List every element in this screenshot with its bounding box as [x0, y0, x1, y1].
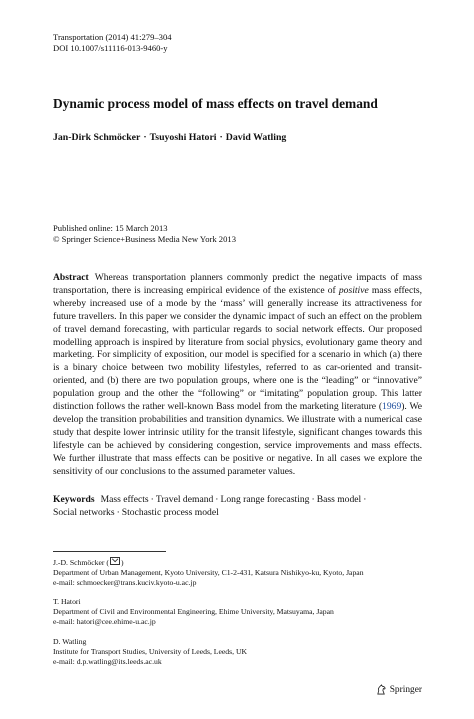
publisher-logo	[376, 684, 422, 695]
published-online: Published online: 15 March 2013	[53, 223, 168, 233]
keyword-separator: ·	[116, 507, 120, 518]
affiliation-name-text: J.-D. Schmöcker (	[53, 558, 109, 567]
author-2: Tsuyoshi Hatori	[149, 132, 217, 143]
affiliation-2	[53, 597, 433, 627]
abstract-text-1: Whereas transportation planners commonly predict the negative impacts of mass transportation, there is increasing empirical evidence of the existence of	[53, 272, 422, 296]
affiliation-name: D. Watling	[53, 637, 87, 646]
affiliation-dept: Department of Civil and Environmental Engineering, Ehime University, Matsuyama, Japan	[53, 607, 334, 616]
author-3: David Watling	[225, 132, 287, 143]
doi: DOI 10.1007/s11116-013-9460-y	[53, 43, 168, 53]
abstract	[53, 272, 422, 479]
copyright: © Springer Science+Business Media New York 2013	[53, 234, 236, 244]
abstract-emphasis: positive	[338, 284, 369, 296]
affiliation-email[interactable]: e-mail: d.p.watling@its.leeds.ac.uk	[53, 657, 162, 666]
affiliation-3	[53, 637, 433, 667]
author-separator: ·	[143, 132, 147, 143]
affiliation-1	[53, 557, 433, 588]
keywords	[53, 493, 422, 519]
reference-link[interactable]: 1969	[382, 401, 402, 413]
affiliation-email[interactable]: e-mail: schmoecker@trans.kuciv.kyoto-u.ac.jp	[53, 578, 197, 587]
abstract-text-3: ). We develop the transition probabilities and transition dynamics. We illustrate with a numerical case study that despite lower intrinsic utility for the transit lifestyle, significant changes towards this lifestyle can be achieved by considering congestion, service improvements and mass effects. We further illustrate that mass effects can be positive or negative. In all cases we explore the sensitivity of our conclusions to the assumed parameter values.	[53, 401, 422, 477]
keyword: Bass model	[316, 494, 362, 505]
keyword: Long range forecasting	[220, 494, 310, 505]
author-1: Jan-Dirk Schmöcker	[53, 132, 141, 143]
keyword-separator: ·	[150, 494, 154, 505]
keyword-separator: ·	[311, 494, 315, 505]
affiliation-name: T. Hatori	[53, 597, 81, 606]
affiliation-name-close: )	[120, 558, 124, 567]
keyword-separator: ·	[363, 494, 367, 505]
journal-header	[53, 32, 172, 54]
springer-horse-icon	[376, 684, 387, 695]
publication-info	[53, 223, 236, 245]
affiliation-dept: Department of Urban Management, Kyoto University, C1-2-431, Katsura Nishikyo-ku, Kyoto, Japan	[53, 568, 364, 577]
footnote-divider	[53, 551, 166, 552]
author-list	[53, 132, 286, 143]
journal-citation: Transportation (2014) 41:279–304	[53, 32, 172, 42]
keyword-separator: ·	[215, 494, 219, 505]
keyword: Stochastic process model	[121, 507, 219, 518]
abstract-text-2: mass effects, whereby increased use of a mode by the ‘mass’ will generally increase its attractiveness for future travellers. In this paper we consider the dynamic impact of such an effect on the problem of travel demand forecasting, with particular regards to social network effects. Our proposed modelling approach is inspired by literature from social physics, evolutionary game theory and marketing. For simplicity of exposition, our model is specified for a scenario in which (a) there is a binary choice between two mobility lifestyles, referred to as car-oriented and transit-oriented, and (b) there are two population groups, where one is the “leading” or “innovative” population group and the other the “following” or “imitating” population group. This latter distinction follows the rather well-known Bass model from the marketing literature (	[53, 284, 422, 413]
keyword: Social networks	[53, 507, 115, 518]
affiliation-dept: Institute for Transport Studies, University of Leeds, Leeds, UK	[53, 647, 248, 656]
keyword: Mass effects	[100, 494, 149, 505]
paper-title: Dynamic process model of mass effects on travel demand	[53, 96, 378, 111]
abstract-label: Abstract	[53, 272, 89, 283]
keywords-label: Keywords	[53, 494, 95, 505]
affiliation-name	[53, 557, 433, 568]
affiliation-email[interactable]: e-mail: hatori@cee.ehime-u.ac.jp	[53, 617, 156, 626]
publisher-name: Springer	[389, 684, 422, 695]
envelope-icon[interactable]	[110, 557, 120, 565]
author-separator: ·	[219, 132, 223, 143]
keyword: Travel demand	[155, 494, 214, 505]
